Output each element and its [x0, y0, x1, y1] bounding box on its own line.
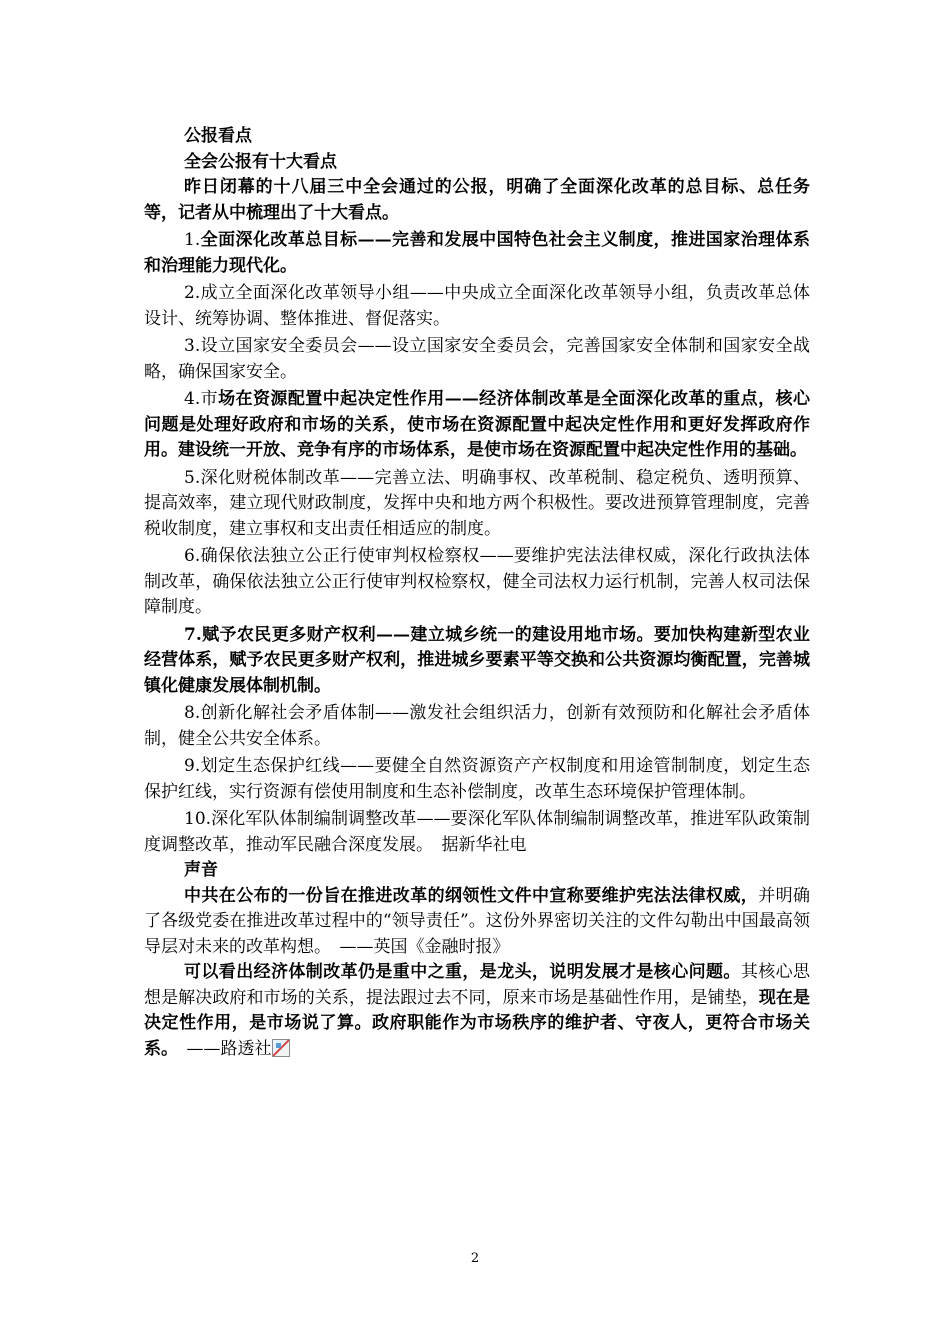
point-3: 3.设立国家安全委员会——设立国家安全委员会，完善国家安全体制和国家安全战略，确保国家安全。	[144, 336, 810, 382]
point-8: 8.创新化解社会矛盾体制——激发社会组织活力，创新有效预防和化解社会矛盾体制，健全公共安全体系。	[144, 703, 810, 749]
document-body	[144, 124, 810, 1062]
voice-ft: 中共在公布的一份旨在推进改革的纲领性文件中宣称要维护宪法法律权威，并明确了各级党委在推进改革过程中的“领导责任”。这份外界密切关注的文件勾勒出中国最高领导层对未来的改革构想。 ——英国《金融时报》	[144, 885, 811, 957]
voice-reuters: 可以看出经济体制改革仍是重中之重，是龙头，说明发展才是核心问题。其核心思想是解决政府和市场的关系，提法跟过去不同，原来市场是基础性作用，是铺垫，现在是决定性作用，是市场说了算。政府职能作为市场秩序的维护者、守夜人，更符合市场关系。 ——路透社	[144, 962, 811, 1059]
broken-image-icon	[272, 1039, 290, 1057]
point-6: 6.确保依法独立公正行使审判权检察权——要维护宪法法律权威，深化行政执法体制改革，确保依法独立公正行使审判权检察权，健全司法权力运行机制，完善人权司法保障制度。	[144, 546, 810, 617]
point-7: 7.赋予农民更多财产权利——建立城乡统一的建设用地市场。要加快构建新型农业经营体系，赋予农民更多财产权利，推进城乡要素平等交换和公共资源均衡配置，完善城镇化健康发展体制机制。	[144, 624, 810, 696]
intro-paragraph: 昨日闭幕的十八届三中全会通过的公报，明确了全面深化改革的总目标、总任务等，记者从中梳理出了十大看点。	[144, 177, 810, 223]
point-9: 9.划定生态保护红线——要健全自然资源资产产权制度和用途管制制度，划定生态保护红线，实行资源有偿使用制度和生态补偿制度，改革生态环境保护管理体制。	[144, 756, 810, 802]
voices-heading: 声音	[184, 860, 218, 880]
point-1: 1.全面深化改革总目标——完善和发展中国特色社会主义制度，推进国家治理体系和治理能力现代化。	[144, 230, 810, 276]
page-number: 2	[470, 1251, 480, 1266]
article-title: 全会公报有十大看点	[184, 151, 337, 172]
point-10: 10.深化军队体制编制调整改革——要深化军队体制编制调整改革，推进军队政策制度调整改革，推动军民融合深度发展。 据新华社电	[144, 809, 810, 855]
point-4: 4.市场在资源配置中起决定性作用——经济体制改革是全面深化改革的重点，核心问题是处理好政府和市场的关系，使市场在资源配置中起决定性作用和更好发挥政府作用。建设统一开放、竞争有序的市场体系，是使市场在资源配置中起决定性作用的基础。	[144, 389, 810, 460]
point-2: 2.成立全面深化改革领导小组——中央成立全面深化改革领导小组，负责改革总体设计、统筹协调、整体推进、督促落实。	[144, 283, 810, 329]
point-5: 5.深化财税体制改革——完善立法、明确事权、改革税制、稳定税负、透明预算、提高效率，建立现代财政制度，发挥中央和地方两个积极性。要改进预算管理制度，完善税收制度，建立事权和支出责任相适应的制度。	[144, 467, 810, 539]
section-heading: 公报看点	[184, 126, 252, 146]
